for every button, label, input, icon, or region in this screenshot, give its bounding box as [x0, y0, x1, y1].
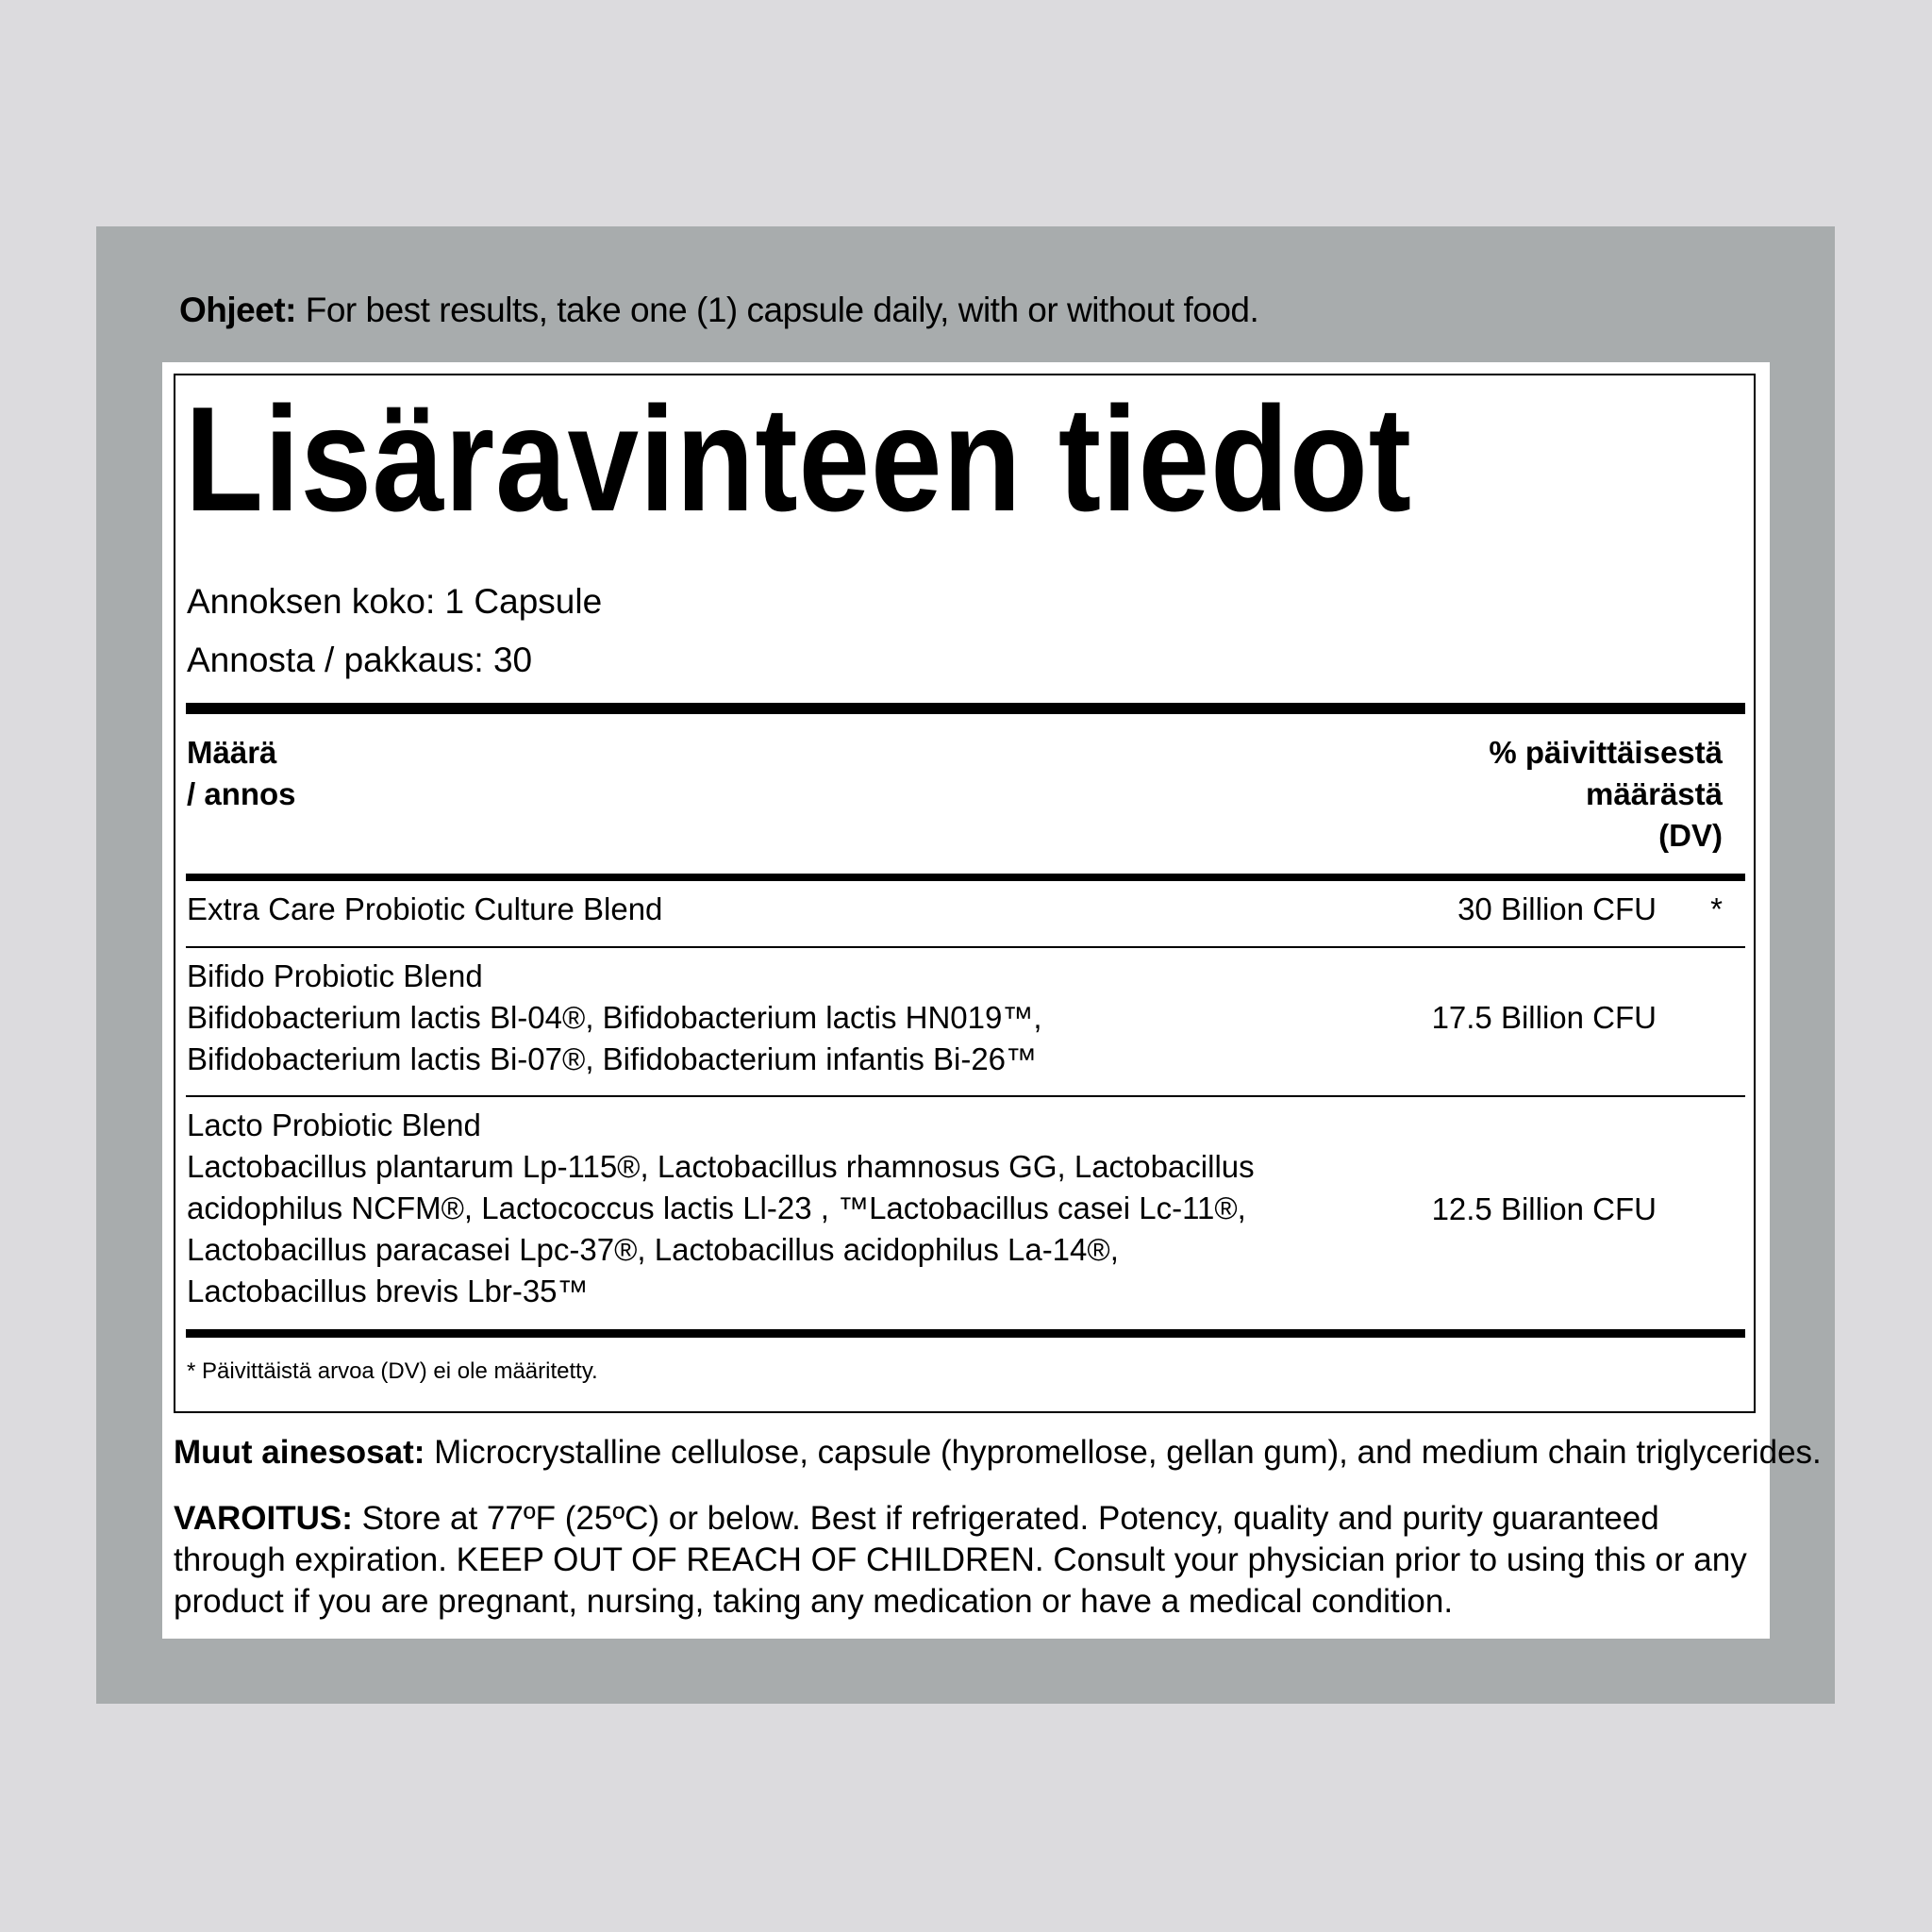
thick-divider-top: [186, 703, 1745, 714]
ingredient-line: acidophilus NCFM®, Lactococcus lactis Ll-23 , ™Lactobacillus casei Lc-11®,: [187, 1191, 1246, 1225]
amount-per-serving-header: [187, 732, 296, 815]
warning-text: Store at 77ºF (25ºC) or below. Best if refrigerated. Potency, quality and purity guaranteed through expiration. KEEP OUT OF REACH OF CHILDREN. Consult your physician prior to using this or any product if you are pregnant, nursing, taking any medication or have a medical condition.: [174, 1500, 1747, 1620]
thick-divider-bottom: [186, 1329, 1745, 1338]
other-ingredients-text: Microcrystalline cellulose, capsule (hypromellose, gellan gum), and medium chain triglycerides.: [425, 1434, 1822, 1471]
warning-label: VAROITUS:: [174, 1500, 353, 1537]
ingredient-line: Bifidobacterium lactis Bi-07®, Bifidobacterium infantis Bi-26™: [187, 1041, 1038, 1076]
ingredient-line: Lactobacillus brevis Lbr-35™: [187, 1274, 589, 1308]
ingredient-amount: 30 Billion CFU: [1457, 891, 1657, 926]
ingredient-line: Lactobacillus plantarum Lp-115®, Lactobacillus rhamnosus GG, Lactobacillus: [187, 1149, 1255, 1184]
dv-footnote: * Päivittäistä arvoa (DV) ei ole määritetty.: [187, 1358, 598, 1384]
medium-divider: [186, 874, 1745, 881]
other-ingredients-label: Muut ainesosat:: [174, 1434, 425, 1471]
dv-header-line: määrästä: [1586, 776, 1723, 811]
directions-label: Ohjeet:: [179, 291, 296, 329]
warning-statement: [174, 1498, 1758, 1623]
dv-header-line: % päivittäisestä: [1489, 735, 1723, 770]
ingredient-row-extra-care: [187, 889, 662, 930]
supplement-facts-title: Lisäravinteen tiedot: [185, 376, 1412, 542]
ingredient-line: Bifido Probiotic Blend: [187, 958, 483, 993]
ingredient-line: Bifidobacterium lactis Bl-04®, Bifidobacterium lactis HN019™,: [187, 1000, 1042, 1035]
serving-size: Annoksen koko: 1 Capsule: [187, 582, 603, 621]
thin-divider: [186, 1095, 1745, 1097]
ingredient-line: Extra Care Probiotic Culture Blend: [187, 891, 663, 926]
ingredient-line: Lacto Probiotic Blend: [187, 1108, 481, 1142]
thin-divider: [186, 946, 1745, 948]
daily-value-header: [1489, 732, 1723, 857]
amount-header-line: Määrä: [187, 735, 277, 770]
ingredient-amount: 12.5 Billion CFU: [1431, 1191, 1657, 1226]
servings-per-container: Annosta / pakkaus: 30: [187, 641, 533, 679]
directions-text: For best results, take one (1) capsule daily, with or without food.: [295, 291, 1259, 329]
other-ingredients: [174, 1434, 1822, 1472]
amount-header-line: / annos: [187, 776, 296, 811]
ingredient-amount: 17.5 Billion CFU: [1431, 1000, 1657, 1035]
directions-line: [179, 291, 1258, 330]
ingredient-line: Lactobacillus paracasei Lpc-37®, Lactobacillus acidophilus La-14®,: [187, 1232, 1119, 1267]
ingredient-row-bifido: [187, 956, 1042, 1080]
ingredient-dv: *: [1710, 891, 1723, 926]
ingredient-row-lacto: [187, 1105, 1255, 1312]
dv-header-line: (DV): [1658, 818, 1723, 853]
